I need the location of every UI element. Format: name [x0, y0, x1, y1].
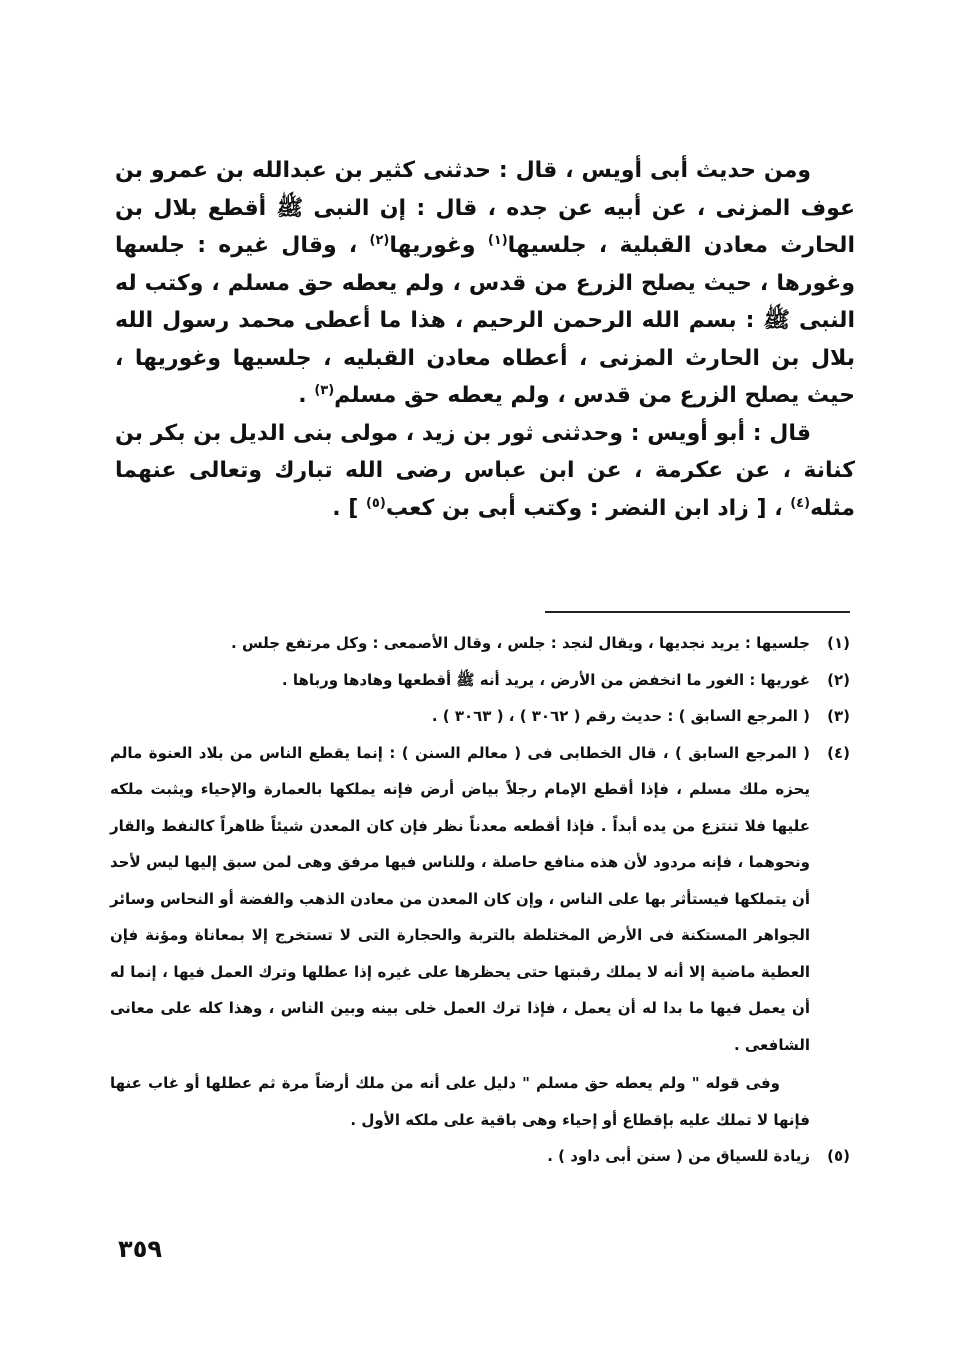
text-segment: وغوريها [389, 233, 488, 258]
footnote-1 [110, 625, 850, 662]
footnote-number: (٤) [827, 743, 850, 762]
footnote-number: (٣) [827, 707, 850, 725]
footnote-number: (١) [827, 634, 850, 652]
text-segment: ، [ زاد ابن النضر : وكتب أبى بن كعب [385, 495, 791, 521]
text-segment: قال : أبو أويس : وحدثنى ثور بن زيد ، مولى بنى الديل بن بكر بن كنانة ، عن عكرمة ، عن ابن عباس رضى الله تبارك وتعالى عنهما مثله [115, 420, 855, 521]
footnote-ref-3[interactable]: (٣) [314, 383, 335, 398]
footnote-ref-5[interactable]: (٥) [365, 495, 386, 511]
footnote-extra-text: وفى قوله " ولم يعطه حق مسلم " دليل على أنه من ملك أرضاً مرة ثم عطلها أو غاب عنها فإنها لا تملك عليه بإقطاع أو إحياء وهى باقية على ملكه الأول . [110, 1074, 810, 1129]
footnote-4 [110, 735, 850, 1139]
text-segment: ] . [332, 495, 366, 521]
text-segment: ومن حديث أبى أويس ، قال : حدثنى كثير بن عبدالله بن عمرو بن عوف المزنى ، عن أبيه عن جده ، قال : إن النبى ﷺ أقطع بلال بن الحارث معادن القبلية ، جلسيها [115, 158, 855, 258]
paragraph-2 [115, 415, 855, 528]
text-segment: . [298, 383, 315, 408]
footnote-text: غوريها : الغور ما انخفض من الأرض ، يريد أنه ﷺ أقطعها وهادها ورباها . [281, 670, 810, 689]
footnote-number: (٥) [827, 1147, 850, 1165]
paragraph-1 [115, 152, 855, 415]
text-segment: ، وقال غيره : جلسها وغورها ، حيث يصلح الزرع من قدس ، ولم يعطه حق مسلم ، وكتب له النبى ﷺ : بسم الله الرحمن الرحيم ، هذا ما أعطى محمد رسول الله بلال بن الحارث المزنى ، أعطاه معادن القبليه ، جلسيها وغوريها ، حيث يصلح الزرع من قدس ، ولم يعطه حق مسلم [115, 233, 855, 408]
footnote-2 [110, 662, 850, 699]
footnote-ref-1[interactable]: (١) [487, 233, 508, 248]
footnote-5 [110, 1138, 850, 1175]
footnote-text: جلسيها : يريد نجديها ، ويقال لنجد : جلس ، وقال الأصمعى : وكل مرتفع جلس . [231, 634, 810, 652]
footnote-divider [545, 611, 850, 613]
footnote-text: ( المرجع السابق ) ، قال الخطابى فى ( معالم السنن ) : إنما يقطع الناس من بلاد العنوة مالم يحزه ملك مسلم ، فإذا أقطع الإمام رجلاً بياض أرض فإنه يملكها بالعمارة والإحياء ويثبت ملكه عليها فلا تنتزع من يده أبداً . فإذا أقطعه معدناً نظر فإن كان المعدن شيئاً ظاهراً كالنفط والقار ونحوهما ، فإنه مردود لأن هذه منافع حاصلة ، وللناس فيها مرفق وهى لمن سبق إليها ليس لأحد أن يتملكها فيستأثر بها على الناس ، وإن كان المعدن من معادن الذهب والفضة أو النحاس وسائر الجواهر المستكنة فى الأرض المختلطة بالتربة والحجارة التى لا تستخرج إلا بمعاناة ومؤنة فإن العطية ماضية إلا أنه لا يملك رقبتها حتى يحظرها على غيره إذا عطلها وترك العمل فيها ، إنما له أن يعمل فيها ما بدا له أن يعمل ، فإذا ترك العمل خلى بينه وبين الناس ، وهذا كله على معانى الشافعى . [110, 743, 810, 1054]
page-number: ٣٥٩ [118, 1235, 162, 1263]
footnote-ref-4[interactable]: (٤) [790, 495, 811, 511]
footnote-number: (٢) [827, 670, 850, 689]
footnote-text: زيادة للسياق من ( سنن أبى داود ) . [547, 1147, 810, 1165]
footnotes [110, 625, 850, 1175]
footnote-body [110, 735, 810, 1139]
footnote-ref-2[interactable]: (٢) [369, 233, 390, 248]
footnote-text: ( المرجع السابق ) : حديث رقم ( ٣٠٦٢ ) ، ( ٣٠٦٣ ) . [431, 707, 810, 725]
footnote-3 [110, 698, 850, 735]
main-text [115, 152, 855, 527]
